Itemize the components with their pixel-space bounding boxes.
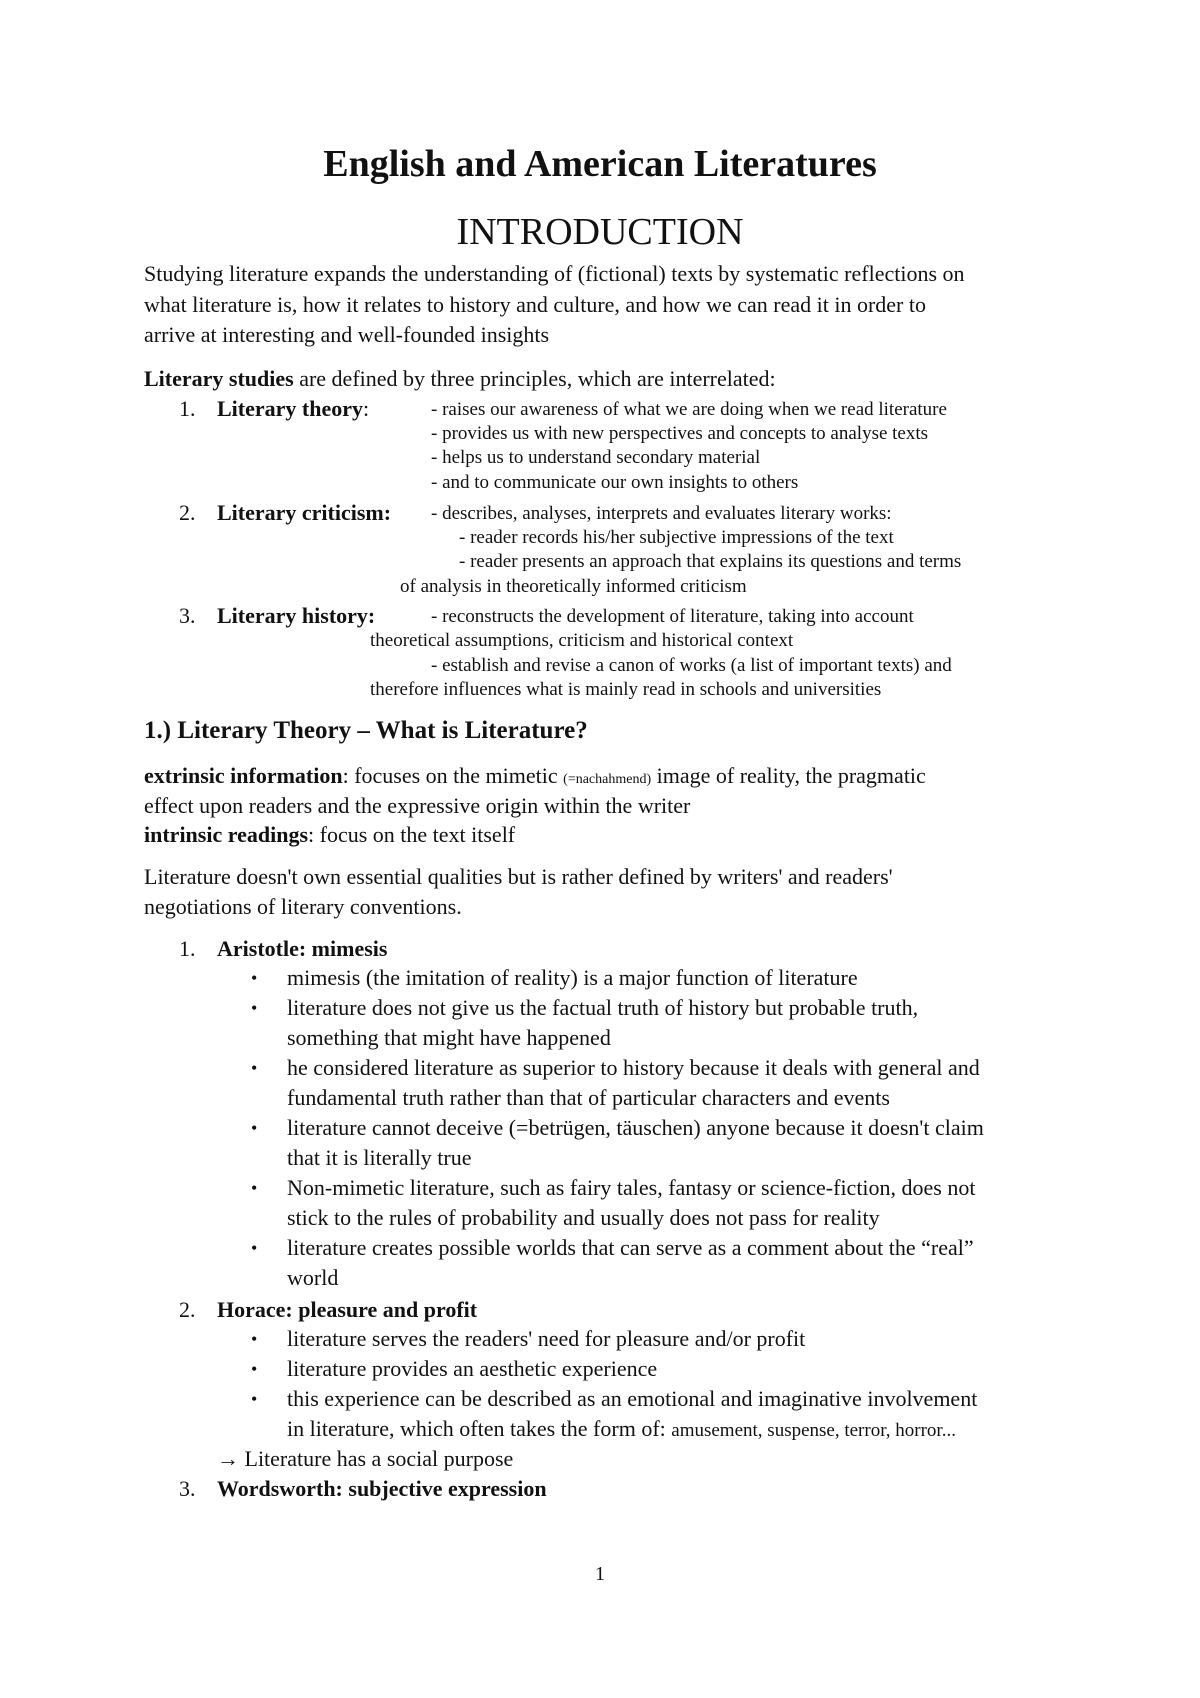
document-title: English and American Literatures <box>323 143 877 185</box>
criticism-line-2: - reader records his/her subjective impressions of the text <box>459 527 894 548</box>
horace-bullet-3-cont <box>287 1416 956 1442</box>
bullet-icon: • <box>251 1118 258 1138</box>
horace-bullet-1: literature serves the readers' need for pleasure and/or profit <box>287 1326 806 1351</box>
aristotle-bullet-3-line-2: fundamental truth rather than that of particular characters and events <box>287 1085 890 1110</box>
history-line-2: theoretical assumptions, criticism and historical context <box>370 630 794 651</box>
wordsworth-number: 3. <box>179 1476 196 1501</box>
extrinsic-text-a: : focuses on the mimetic <box>342 763 564 788</box>
document-subtitle: INTRODUCTION <box>456 211 744 253</box>
extrinsic-line-1 <box>144 763 926 789</box>
extrinsic-gloss: (=nachahmend) <box>563 772 652 787</box>
theory-line-1: - raises our awareness of what we are doing when we read literature <box>431 399 947 420</box>
aristotle-bullet-6-line-2: world <box>287 1265 339 1290</box>
history-line-1: - reconstructs the development of literature, taking into account <box>431 606 914 627</box>
criticism-line-4: of analysis in theoretically informed criticism <box>400 576 747 597</box>
definition-line-2: negotiations of literary conventions. <box>144 894 462 919</box>
aristotle-bullet-5-line-2: stick to the rules of probability and usually does not pass for reality <box>287 1205 880 1230</box>
theory-line-4: - and to communicate our own insights to others <box>431 472 799 493</box>
history-number: 3. <box>179 603 196 628</box>
bullet-icon: • <box>251 1359 258 1379</box>
theory-label <box>217 396 369 422</box>
page-number: 1 <box>595 1563 605 1585</box>
history-label: Literary history: <box>217 603 376 628</box>
aristotle-bullet-3-line-1: he considered literature as superior to history because it deals with general and <box>287 1055 980 1080</box>
bullet-icon: • <box>251 1058 258 1078</box>
intrinsic-term: intrinsic readings <box>144 822 309 847</box>
horace-number: 2. <box>179 1297 196 1322</box>
intro-line-2: what literature is, how it relates to history and culture, and how we can read it in order to <box>144 292 926 317</box>
definition-line-1: Literature doesn't own essential qualities but is rather defined by writers' and readers' <box>144 864 893 889</box>
aristotle-bullet-6-line-1: literature creates possible worlds that can serve as a comment about the “real” <box>287 1235 974 1260</box>
intrinsic-line <box>144 822 515 848</box>
theory-line-3: - helps us to understand secondary material <box>431 447 761 468</box>
bullet-icon: • <box>251 968 258 988</box>
history-line-3: - establish and revise a canon of works (a list of important texts) and <box>431 655 952 676</box>
intro-line-1: Studying literature expands the understanding of (fictional) texts by systematic reflections on <box>144 261 965 286</box>
aristotle-bullet-2-line-2: something that might have happened <box>287 1025 611 1050</box>
extrinsic-line-2: effect upon readers and the expressive origin within the writer <box>144 793 691 818</box>
horace-label: Horace: pleasure and profit <box>217 1297 478 1322</box>
horace-cont-examples: amusement, suspense, terror, horror... <box>671 1420 956 1441</box>
principles-lead-bold: Literary studies <box>144 366 294 391</box>
horace-conclusion: → Literature has a social purpose <box>217 1446 514 1471</box>
bullet-icon: • <box>251 998 258 1018</box>
aristotle-label: Aristotle: mimesis <box>217 936 388 961</box>
theory-label-text: Literary theory <box>217 396 363 421</box>
horace-bullet-3: this experience can be described as an emotional and imaginative involvement <box>287 1386 978 1411</box>
theory-line-2: - provides us with new perspectives and concepts to analyse texts <box>431 423 929 444</box>
wordsworth-label: Wordsworth: subjective expression <box>217 1476 547 1501</box>
bullet-icon: • <box>251 1238 258 1258</box>
bullet-icon: • <box>251 1329 258 1349</box>
aristotle-number: 1. <box>179 936 196 961</box>
extrinsic-text-b: image of reality, the pragmatic <box>651 763 926 788</box>
theory-number: 1. <box>179 396 196 421</box>
aristotle-bullet-4-line-2: that it is literally true <box>287 1145 472 1170</box>
section-heading: 1.) Literary Theory – What is Literature? <box>144 717 588 744</box>
criticism-number: 2. <box>179 500 196 525</box>
aristotle-bullet-2-line-1: literature does not give us the factual truth of history but probable truth, <box>287 995 919 1020</box>
intro-line-3: arrive at interesting and well-founded insights <box>144 322 550 347</box>
history-line-4: therefore influences what is mainly read in schools and universities <box>370 679 882 700</box>
extrinsic-term: extrinsic information <box>144 763 343 788</box>
criticism-line-3: - reader presents an approach that explains its questions and terms <box>459 551 962 572</box>
bullet-icon: • <box>251 1389 258 1409</box>
aristotle-bullet-4-line-1: literature cannot deceive (=betrügen, täuschen) anyone because it doesn't claim <box>287 1115 984 1140</box>
theory-label-colon: : <box>363 396 370 421</box>
aristotle-bullet-5-line-1: Non-mimetic literature, such as fairy tales, fantasy or science-fiction, does not <box>287 1175 976 1200</box>
intrinsic-text: : focus on the text itself <box>308 822 516 847</box>
bullet-icon: • <box>251 1178 258 1198</box>
aristotle-bullet-1: mimesis (the imitation of reality) is a major function of literature <box>287 965 858 990</box>
principles-lead-rest: are defined by three principles, which are interrelated: <box>293 366 776 391</box>
horace-cont-text: in literature, which often takes the form of: <box>287 1416 672 1441</box>
criticism-line-1: - describes, analyses, interprets and evaluates literary works: <box>431 503 892 524</box>
horace-bullet-2: literature provides an aesthetic experience <box>287 1356 658 1381</box>
criticism-label: Literary criticism: <box>217 500 392 525</box>
principles-lead <box>144 366 776 392</box>
